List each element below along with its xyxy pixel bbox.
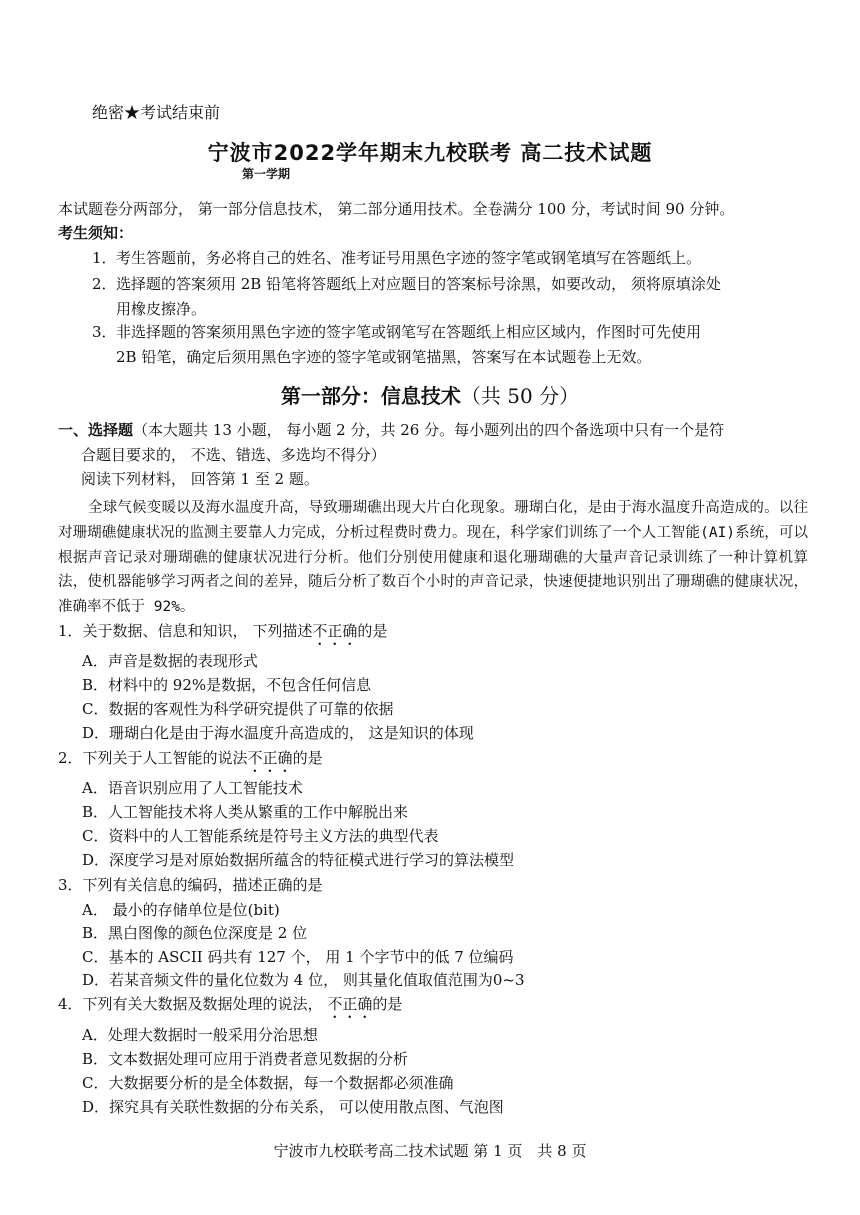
option: B．文本数据处理可应用于消费者意见数据的分析 xyxy=(82,1050,409,1068)
question-stem xyxy=(58,747,323,776)
emphasis-text: 不正确 xyxy=(312,622,358,640)
option: A．声音是数据的表现形式 xyxy=(82,652,258,670)
option: A． 最小的存储单位是位(bit) xyxy=(82,901,280,919)
option: D．珊瑚白化是由于海水温度升高造成的， 这是知识的体现 xyxy=(82,724,474,742)
option: C．大数据要分析的是全体数据，每一个数据都必须准确 xyxy=(82,1074,454,1092)
question-stem xyxy=(58,620,387,649)
notice-number: 2． xyxy=(92,275,117,293)
part-title xyxy=(0,380,860,409)
confidential-mark: 绝密★考试结束前 xyxy=(92,103,221,122)
part-title-score: （共 50 分） xyxy=(460,384,580,408)
exam-subtitle: 第一学期 xyxy=(242,167,291,181)
notice-number: 1． xyxy=(92,249,117,267)
notice-item xyxy=(92,246,817,271)
option: D．深度学习是对原始数据所蕴含的特征模式进行学习的算法模型 xyxy=(82,851,515,869)
question-text-end: 的是 xyxy=(372,995,403,1013)
notice-number: 3． xyxy=(92,323,117,341)
option: B．黑白图像的颜色位深度是 2 位 xyxy=(82,924,308,942)
section-instructions-continued: 合题目要求的， 不选、错选、多选均不得分） xyxy=(81,446,386,464)
option: C．基本的 ASCII 码共有 127 个， 用 1 个字节中的低 7 位编码 xyxy=(82,948,514,966)
question-text: 4．下列有关大数据及数据处理的说法， xyxy=(58,995,328,1013)
exam-title: 宁波市2022学年期末九校联考 高二技术试题 xyxy=(207,141,653,165)
question-stem xyxy=(58,993,402,1022)
notice-item xyxy=(92,320,817,370)
option: D．若某音频文件的量化位数为 4 位， 则其量化值取值范围为0~3 xyxy=(82,971,525,989)
notice-text-continued: 2B 铅笔，确定后须用黑色字迹的签字笔或钢笔描黑，答案写在本试题卷上无效。 xyxy=(116,348,652,366)
option: B．材料中的 92%是数据，不包含任何信息 xyxy=(82,676,372,694)
emphasis-text: 不正确 xyxy=(327,995,373,1013)
section-title: 一、选择题 xyxy=(58,421,134,439)
option: A．语音识别应用了人工智能技术 xyxy=(82,779,303,797)
notice-text-continued: 用橡皮擦净。 xyxy=(116,300,207,318)
page-footer: 宁波市九校联考高二技术试题 第 1 页 共 8 页 xyxy=(273,1142,587,1160)
exam-intro: 本试题卷分两部分， 第一部分信息技术， 第二部分通用技术。全卷满分 100 分，考试时间 90 分钟。 xyxy=(58,200,735,218)
notice-text: 选择题的答案须用 2B 铅笔将答题纸上对应题目的答案标号涂黑，如要改动， 须将原填涂处 xyxy=(116,275,721,293)
question-text: 3．下列有关信息的编码，描述正确的是 xyxy=(58,876,323,894)
question-text: 2．下列关于人工智能的说法 xyxy=(58,749,248,767)
emphasis-text: 不正确 xyxy=(247,749,293,767)
question-text-end: 的是 xyxy=(357,622,388,640)
notice-text: 考生答题前，务必将自己的姓名、准考证号用黑色字迹的签字笔或钢笔填写在答题纸上。 xyxy=(116,249,702,267)
option: C．资料中的人工智能系统是符号主义方法的典型代表 xyxy=(82,827,439,845)
option: C．数据的客观性为科学研究提供了可靠的依据 xyxy=(82,700,394,718)
part-title-main: 第一部分：信息技术 xyxy=(280,384,461,408)
section-instructions: （本大题共 13 小题， 每小题 2 分，共 26 分。每小题列出的四个备选项中只有一个是符 xyxy=(133,421,725,439)
option: A．处理大数据时一般采用分治思想 xyxy=(82,1026,318,1044)
question-stem xyxy=(58,874,323,895)
notice-title: 考生须知： xyxy=(58,224,134,242)
question-text: 1．关于数据、信息和知识， 下列描述 xyxy=(58,622,313,640)
section-header xyxy=(58,418,808,468)
notice-text: 非选择题的答案须用黑色字迹的签字笔或钢笔写在答题纸上相应区域内，作图时可先使用 xyxy=(116,323,702,341)
reading-material: 全球气候变暖以及海水温度升高，导致珊瑚礁出现大片白化现象。珊瑚白化，是由于海水温度升高造成的。以往对珊瑚礁健康状况的监测主要靠人力完成，分析过程费时费力。现在，科学家们训练了一个人工智能(AI)系统，可以根据声音记录对珊瑚礁的健康状况进行分析。他们分别使用健康和退化珊瑚礁的大量声音记录训练了一种计算机算法，使机器能够学习两者之间的差异，随后分析了数百个小时的声音记录，快速便捷地识别出了珊瑚礁的健康状况， 准确率不低于 92%。 xyxy=(58,500,808,616)
option: D．探究具有关联性数据的分布关系， 可以使用散点图、气泡图 xyxy=(82,1098,504,1116)
option: B．人工智能技术将人类从繁重的工作中解脱出来 xyxy=(82,803,409,821)
question-text-end: 的是 xyxy=(292,749,323,767)
notice-item xyxy=(92,272,817,322)
reading-prompt: 阅读下列材料， 回答第 1 至 2 题。 xyxy=(81,470,319,488)
